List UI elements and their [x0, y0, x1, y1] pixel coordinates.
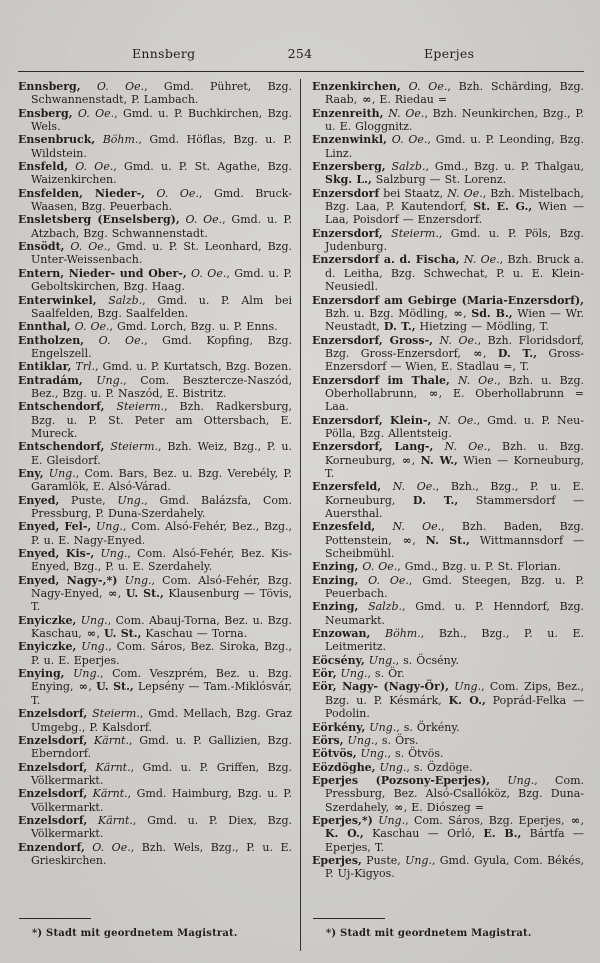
gazetteer-entry: Entern, Nieder- und Ober-, O. Oe., Gmd. u. P. Geboltskirchen, Bzg. Haag. [18, 266, 292, 294]
gazetteer-entry: Eperjes (Pozsony-Eperjes), Ung., Com. Pressburg, Bez. Alsó-Csallóköz, Bzg. Duna-Szerdahely, ∞, E. Diószeg = [312, 773, 584, 814]
gazetteer-entry: Enzing, O. Oe., Gmd., Bzg. u. P. St. Florian. [312, 560, 561, 574]
gazetteer-entry: Enzenkirchen, O. Oe., Bzh. Schärding, Bzg. Raab, ∞, E. Riedau = [312, 80, 584, 107]
running-head-left: Ennsberg [132, 46, 196, 61]
text-columns [18, 77, 584, 963]
posthorn-icon: ∞ [570, 813, 580, 827]
gazetteer-entry: Ennsberg, O. Oe., Gmd. Pühret, Bzg. Schwannenstadt, P. Lambach. [18, 80, 292, 107]
header-rule [18, 71, 584, 72]
gazetteer-entry: Enzelsdorf, Kärnt., Gmd. u. P. Gallizien, Bzg. Eberndorf. [18, 733, 292, 761]
gazetteer-entry: Enzesfeld, N. Oe., Bzh. Baden, Bzg. Pottenstein, ∞, N. St., Wittmannsdorf — Scheibmühl. [312, 520, 585, 561]
gazetteer-entry: Enzersberg, Salzb., Gmd., Bzg. u. P. Thalgau, Skg. L., Salzburg — St. Lorenz. [312, 160, 584, 187]
gazetteer-entry: Enzersdorf, Lang-, N. Oe., Bzh. u. Bzg. Korneuburg, ∞, N. W., Wien — Korneuburg, T. [312, 440, 585, 480]
gazetteer-entry: Enzing, Salzb., Gmd. u. P. Henndorf, Bzg. Neumarkt. [312, 600, 584, 627]
posthorn-icon: ∞ [453, 306, 463, 320]
posthorn-icon: ∞ [402, 533, 412, 547]
gazetteer-entry: Enzersdorf, Steierm., Gmd. u. P. Pöls, Bzg. Judenburg. [312, 226, 584, 254]
gazetteer-entry: Enzersdorf a. d. Fischa, N. Oe., Bzh. Bruck a. d. Leitha, Bzg. Schwechat, P. u. E. Klein-Neusiedl. [312, 253, 584, 294]
gazetteer-entry: Entschendorf, Steierm., Bzh. Radkersburg, Bzg. u. P. St. Peter am Ottersbach, E. Mureck. [18, 400, 292, 440]
gazetteer-entry: Eperjes,*) Ung., Com. Sáros, Bzg. Eperjes, ∞, K. O., Kaschau — Orló, E. B., Bártfa — Eperjes, T. [312, 813, 584, 854]
footnote-block-right [312, 914, 584, 963]
column-divider [300, 79, 301, 951]
gazetteer-entry: Enzowan, Böhm., Bzh., Bzg., P. u. E. Leitmeritz. [312, 627, 584, 654]
gazetteer-entry: Enzersdorf am Gebirge (Maria-Enzersdorf), Bzh. u. Bzg. Mödling, ∞, Sd. B., Wien — Wr. Neustadt, D. T., Hietzing — Mödling, T. [312, 293, 585, 334]
gazetteer-entry: Enterwinkel, Salzb., Gmd. u. P. Alm bei Saalfelden, Bzg. Saalfelden. [18, 293, 292, 320]
column-left [18, 77, 301, 963]
footnote-rule-left [19, 918, 91, 919]
footnote-right: *) Stadt mit geordnetem Magistrat. [326, 928, 532, 939]
gazetteer-entry: Ensberg, O. Oe., Gmd. u. P. Buchkirchen, Bzg. Wels. [18, 106, 293, 134]
posthorn-icon: ∞ [473, 346, 482, 360]
gazetteer-entry: Eötvös, Ung., s. Ötvös. [312, 747, 444, 761]
gazetteer-entry: Entiklar, Trl., Gmd. u. P. Kurtatsch, Bzg. Bozen. [18, 360, 292, 374]
gazetteer-entry: Enzersfeld, N. Oe., Bzh., Bzg., P. u. E. Korneuburg, D. T., Stammersdorf — Auersthal. [312, 480, 585, 520]
gazetteer-entry: Eör, Nagy- (Nagy-Ör), Ung., Com. Zips, Bez., Bzg. u. P. Késmárk, K. O., Poprád-Felka — Podolin. [312, 680, 585, 721]
posthorn-icon: ∞ [401, 453, 411, 467]
footnote-left: *) Stadt mit geordnetem Magistrat. [32, 928, 238, 939]
gazetteer-entry: Enzenwinkl, O. Oe., Gmd. u. P. Leonding, Bzg. Linz. [312, 133, 585, 160]
gazetteer-entry: Entschendorf, Steierm., Bzh. Weiz, Bzg., P. u. E. Gleisdorf. [18, 440, 292, 467]
gazetteer-entry: Enyiczke, Ung., Com. Abauj-Torna, Bez. u. Bzg. Kaschau, ∞, U. St., Kaschau — Torna. [18, 613, 293, 641]
gazetteer-entry: Enzendorf, O. Oe., Bzh. Wels, Bzg., P. u. E. Grieskirchen. [18, 840, 292, 867]
posthorn-icon: ∞ [78, 680, 88, 694]
gazetteer-entry: Enzersdorf, Gross-, N. Oe., Bzh. Floridsdorf, Bzg. Gross-Enzersdorf, ∞, D. T., Gross-Enzersdorf — Wien, E. Stadlau =, T. [312, 333, 585, 374]
gazetteer-entry: Ennthal, O. Oe., Gmd. Lorch, Bzg. u. P. Enns. [18, 320, 278, 334]
posthorn-icon: ∞ [108, 587, 117, 601]
running-head-right: Eperjes [424, 46, 475, 61]
gazetteer-entry: Enzersdorf, Klein-, N. Oe., Gmd. u. P. Neu-Pölla, Bzg. Allentsteig. [312, 413, 584, 440]
gazetteer-entry: Ensfeld, O. Oe., Gmd. u. P. St. Agathe, Bzg. Waizenkirchen. [18, 160, 292, 187]
gazetteer-entry: Enzersdorf im Thale, N. Oe., Bzh. u. Bzg. Oberhollabrunn, ∞, E. Oberhollabrunn = Laa. [312, 373, 585, 414]
posthorn-icon: ∞ [428, 386, 438, 400]
gazetteer-entry: Enyed, Nagy-,*) Ung., Com. Alsó-Fehér, Bzg. Nagy-Enyed, ∞, U. St., Klausenburg — Tövis, T. [18, 573, 292, 614]
gazetteer-entry: Eözdöghe, Ung., s. Özdöge. [312, 760, 473, 774]
posthorn-icon: ∞ [362, 93, 371, 107]
posthorn-icon: ∞ [86, 627, 96, 641]
gazetteer-entry: Enzelsdorf, Kärnt., Gmd. u. P. Griffen, Bzg. Völkermarkt. [18, 760, 292, 787]
posthorn-icon: ∞ [394, 800, 403, 814]
gazetteer-entry: Eperjes, Puste, Ung., Gmd. Gyula, Com. Békés, P. Uj-Kigyos. [312, 853, 584, 881]
gazetteer-entry: Entholzen, O. Oe., Gmd. Kopfing, Bzg. Engelszell. [18, 333, 292, 360]
footnote-block-left [18, 914, 292, 963]
gazetteer-entry: Ensenbruck, Böhm., Gmd. Höflas, Bzg. u. P. Wildstein. [18, 133, 292, 160]
gazetteer-entry: Enyed, Kis-, Ung., Com. Alsó-Fehér, Bez. Kis-Enyed, Bzg., P. u. E. Szerdahely. [18, 547, 292, 574]
entries-right [312, 80, 584, 881]
gazetteer-entry: Eny, Ung., Com. Bars, Bez. u. Bzg. Verebély, P. Garamlök, E. Alsó-Várad. [18, 466, 292, 494]
gazetteer-entry: Enzersdorf bei Staatz, N. Oe., Bzh. Mistelbach, Bzg. Laa, P. Kautendorf, St. E. G., Wien — Laa, Poisdorf — Enzersdorf. [312, 186, 585, 227]
gazetteer-entry: Eör, Ung., s. Ör. [312, 667, 405, 681]
footnote-rule-right [313, 918, 385, 919]
gazetteer-entry: Enzelsdorf, Steierm., Gmd. Mellach, Bzg. Graz Umgebg., P. Kalsdorf. [18, 707, 292, 734]
gazetteer-entry: Enzing, O. Oe., Gmd. Steegen, Bzg. u. P. Peuerbach. [312, 573, 585, 601]
running-head [0, 46, 600, 64]
page-number: 254 [287, 46, 313, 61]
gazetteer-entry: Entradám, Ung., Com. Besztercze-Naszód, Bez., Bzg. u. P. Naszód, E. Bistritz. [18, 373, 292, 400]
gazetteer-entry: Ensfelden, Nieder-, O. Oe., Gmd. Bruck-Waasen, Bzg. Peuerbach. [18, 186, 292, 214]
gazetteer-entry: Enyed, Puste, Ung., Gmd. Balázsfa, Com. Pressburg, P. Duna-Szerdahely. [18, 493, 292, 520]
gazetteer-entry: Enying, Ung., Com. Veszprém, Bez. u. Bzg. Enying, ∞, U. St., Lepsény — Tam.-Miklósvár, T. [18, 667, 293, 707]
gazetteer-entry: Eöcsény, Ung., s. Öcsény. [312, 653, 459, 667]
gazetteer-entry: Eörs, Ung., s. Örs. [312, 733, 419, 747]
gazetteer-entry: Ensletsberg (Enselsberg), O. Oe., Gmd. u. P. Atzbach, Bzg. Schwannenstadt. [18, 213, 293, 240]
gazetteer-entry: Enyed, Fel-, Ung., Com. Alsó-Fehér, Bez., Bzg., P. u. E. Nagy-Enyed. [18, 520, 293, 547]
gazetteer-entry: Enyiczke, Ung., Com. Sáros, Bez. Siroka, Bzg., P. u. E. Eperjes. [18, 640, 293, 667]
gazetteer-entry: Ensödt, O. Oe., Gmd. u. P. St. Leonhard, Bzg. Unter-Weissenbach. [18, 240, 293, 267]
entries-left [18, 80, 292, 867]
gazetteer-entry: Enzelsdorf, Kärnt., Gmd. u. P. Diex, Bzg. Völkermarkt. [18, 813, 292, 841]
gazetteer-entry: Eörkény, Ung., s. Örkény. [312, 720, 460, 734]
gazetteer-entry: Enzenreith, N. Oe., Bzh. Neunkirchen, Bzg., P. u. E. Gloggnitz. [312, 106, 585, 134]
gazetteer-entry: Enzelsdorf, Kärnt., Gmd. Haimburg, Bzg. u. P. Völkermarkt. [18, 787, 292, 814]
column-right [301, 77, 584, 963]
